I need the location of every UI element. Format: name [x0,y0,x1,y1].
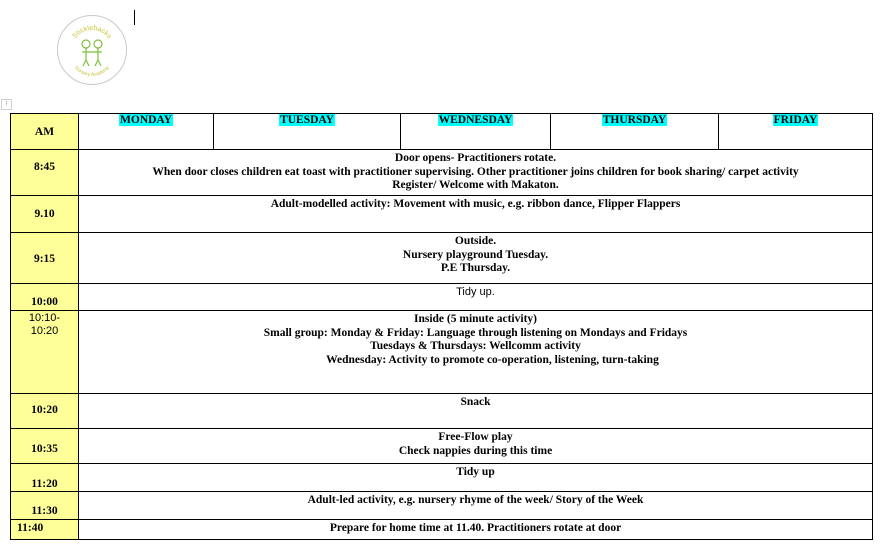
time-cell [11,311,79,394]
time-label: 10:35 [31,443,58,455]
table-row [11,464,873,492]
activity-line: Register/ Welcome with Makaton. [392,179,559,192]
activity-line: Adult-led activity, e.g. nursery rhyme of the week/ Story of the Week [307,494,644,506]
activity-line: Wednesday: Activity to promote co-operation, listening, turn-taking [326,353,659,366]
activity-cell [79,520,873,540]
time-label: 11:20 [31,478,58,490]
activity-cell [79,150,873,196]
table-row [11,394,873,429]
time-cell [11,429,79,464]
time-cell [11,492,79,520]
table-row [11,284,873,311]
activity-line: Door opens- Practitioners rotate. [394,152,557,164]
activity-line: Tidy up. [456,286,495,298]
day-label: MONDAY [120,114,172,126]
activity-line: Tuesdays & Thursdays: Wellcomm activity [370,340,581,353]
time-cell [11,233,79,284]
day-label: THURSDAY [602,114,667,126]
table-row [11,492,873,520]
time-cell [11,394,79,429]
activity-cell [79,492,873,520]
activity-cell [79,394,873,429]
activity-cell [79,284,873,311]
activity-line: Snack [460,396,491,408]
day-label: TUESDAY [280,114,334,126]
time-label: 10:00 [31,296,58,308]
time-label: 11:30 [31,505,58,517]
time-label: 9.10 [34,208,55,220]
day-header-tuesday [214,114,401,150]
text-cursor [134,10,135,25]
table-row [11,196,873,233]
activity-line: P.E Thursday. [440,262,511,275]
time-label: 9:15 [33,253,56,265]
activity-line: Tidy up [456,466,495,478]
day-header-monday [79,114,214,150]
day-header-friday [719,114,873,150]
table-row [11,233,873,284]
svg-text:Sticklebacks [71,25,112,41]
activity-cell [79,311,873,394]
am-header-cell [11,114,79,150]
activity-line: Nursery playground Tuesday. [402,248,549,261]
time-cell [11,464,79,492]
activity-cell [79,233,873,284]
time-label: 10:20 [31,404,58,416]
am-label: AM [34,125,55,138]
svg-text:Nursery Academy [73,65,111,78]
activity-line: When door closes children eat toast with practitioner supervising. Other practitioner joins children for book sharing/ carpet activity [152,165,799,178]
time-cell [11,150,79,196]
time-label: 10:20 [30,325,59,337]
table-row [11,520,873,540]
day-header-wednesday [401,114,551,150]
time-cell [11,284,79,311]
activity-line: Prepare for home time at 11.40. Practitioners rotate at door [329,522,622,534]
header-row [11,114,873,150]
day-header-thursday [551,114,719,150]
time-cell [11,520,79,540]
children-figure-icon [82,40,102,66]
timetable [10,113,873,540]
activity-line: Outside. [454,235,497,247]
table-row [11,150,873,196]
time-label: 10:10- [28,312,61,324]
day-label: FRIDAY [773,114,818,126]
time-cell [11,196,79,233]
activity-cell [79,464,873,492]
nursery-logo [57,15,127,85]
activity-cell [79,196,873,233]
table-row [11,311,873,394]
activity-cell [79,429,873,464]
day-label: WEDNESDAY [438,114,513,126]
activity-line: Adult-modelled activity: Movement with music, e.g. ribbon dance, Flipper Flappers [270,198,681,210]
activity-line: Free-Flow play [438,431,513,443]
logo-text-bottom: Nursery Academy [73,64,111,79]
activity-line: Small group: Monday & Friday: Language through listening on Mondays and Fridays [263,326,688,339]
logo-text-top: Sticklebacks [71,24,113,41]
activity-line: Inside (5 minute activity) [414,313,537,325]
activity-line: Check nappies during this time [398,444,553,457]
time-label: 11:40 [17,522,44,534]
table-move-handle[interactable]: ⁝ [1,99,12,110]
time-label: 8:45 [33,161,56,173]
table-row [11,429,873,464]
